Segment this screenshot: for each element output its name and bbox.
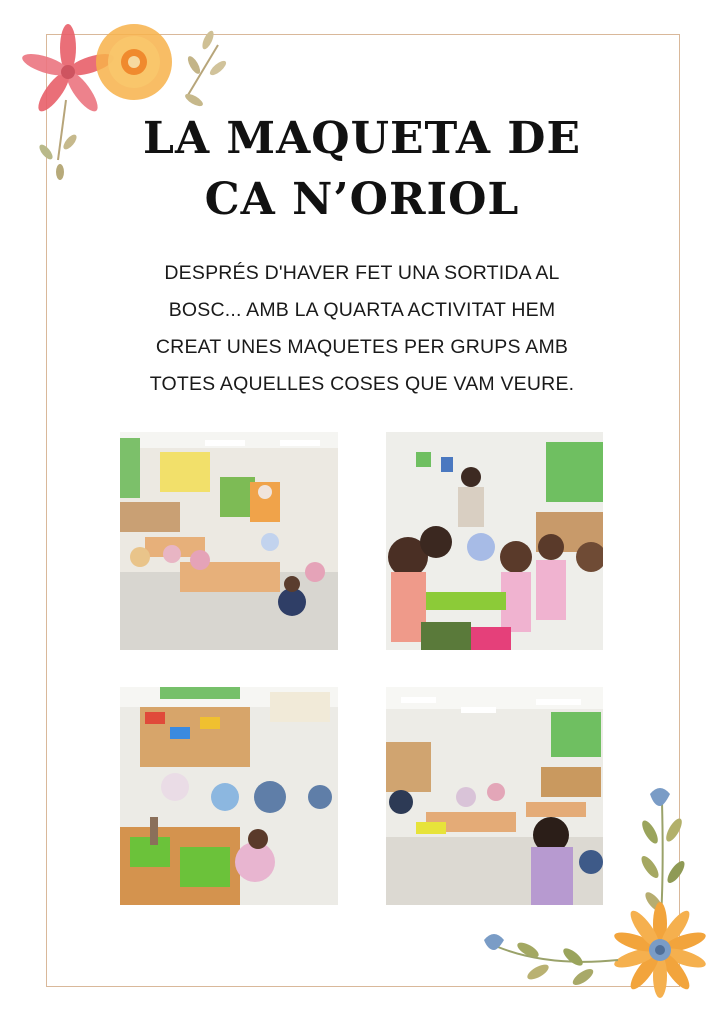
- paragraph-line-2: BOSC... AMB LA QUARTA ACTIVITAT HEM: [168, 299, 556, 321]
- classroom-photo-1: [120, 432, 338, 650]
- paragraph-line-4: TOTES AQUELLES COSES QUE VAM VEURE.: [149, 373, 575, 395]
- classroom-photo-2: [386, 432, 603, 650]
- title-line-2: CA N’ORIOL: [204, 174, 520, 225]
- flowers-top-left-decoration: [18, 20, 238, 190]
- title-line-1: LA MAQUETA DE: [143, 113, 581, 164]
- classroom-photo-3: [120, 687, 338, 905]
- flowers-bottom-right-decoration: [478, 782, 724, 1024]
- paragraph-line-3: CREAT UNES MAQUETES PER GRUPS AMB: [155, 336, 569, 358]
- paragraph-line-1: DESPRÉS D'HAVER FET UNA SORTIDA AL: [164, 262, 560, 284]
- intro-paragraph: [100, 255, 624, 403]
